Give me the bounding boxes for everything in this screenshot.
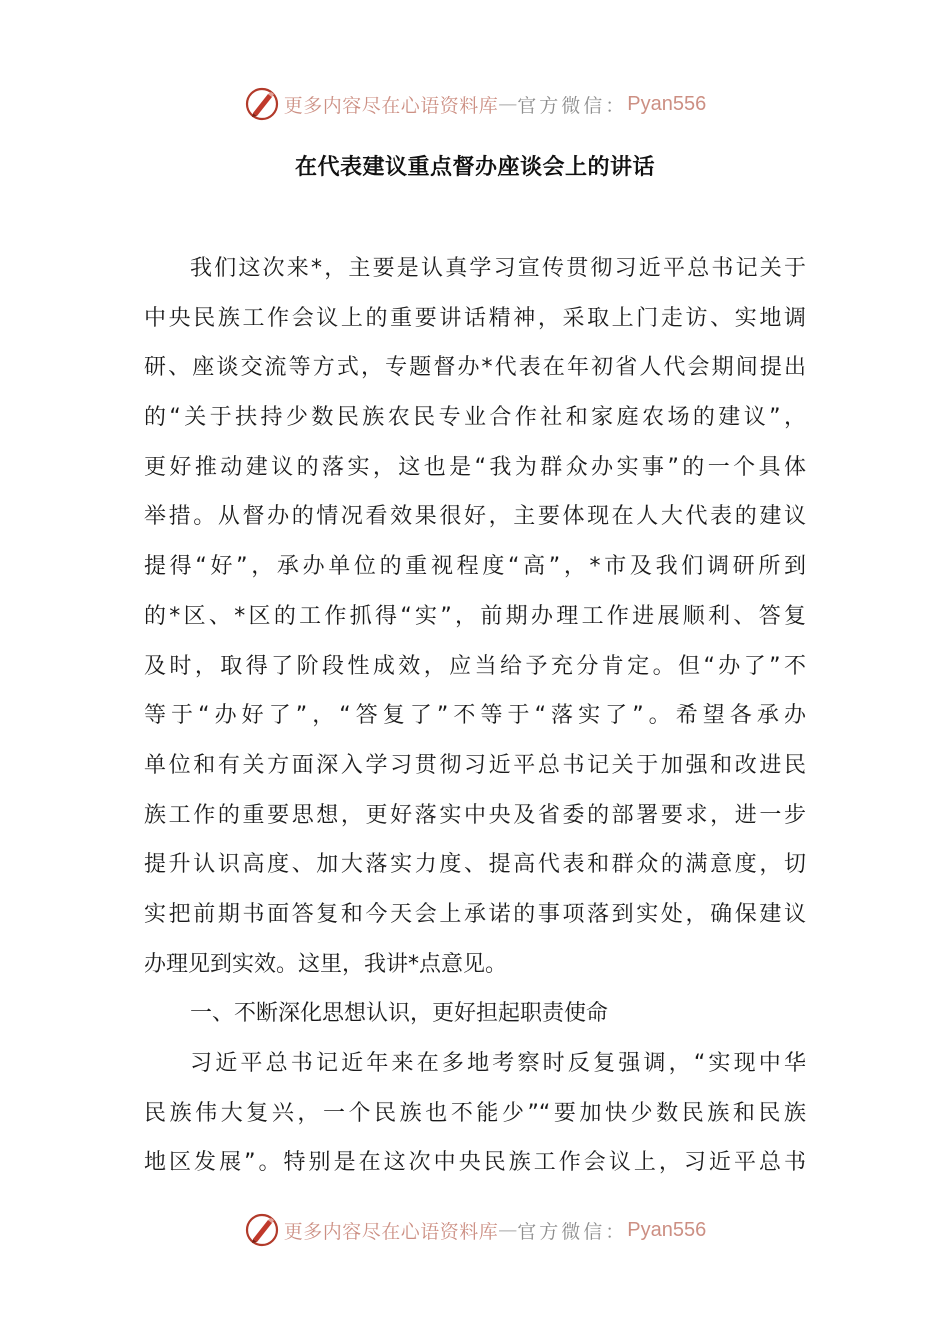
banner-dash: — [498, 1219, 518, 1241]
text-line: 习近平总书记近年来在多地考察时反复强调，“实现中华 [190, 1051, 806, 1076]
text-line: 地区发展”。特别是在这次中央民族工作会议上，习近平总书 [144, 1150, 806, 1176]
banner-wechat-id: Pyan556 [627, 92, 707, 115]
text-line: 举措。从督办的情况看效果很好，主要体现在人大代表的建议 [144, 504, 806, 530]
text-line: 的*区、*区的工作抓得“实”，前期办理工作进展顺利、答复 [144, 603, 806, 629]
text-line: 提升认识高度、加大落实力度、提高代表和群众的满意度，切 [144, 852, 806, 878]
text-line: 实把前期书面答复和今天会上承诺的事项落到实处，确保建议 [144, 901, 806, 927]
text-line: 提得“好”，承办单位的重视程度“高”，*市及我们调研所到 [144, 554, 806, 580]
text-line: 族工作的重要思想，更好落实中央及省委的部署要求，进一步 [144, 802, 806, 828]
section-heading: 一、不断深化思想认识，更好担起职责使命 [190, 1001, 609, 1027]
header-banner [0, 82, 950, 126]
document-title: 在代表建议重点督办座谈会上的讲话 [294, 155, 655, 180]
banner-official-label: 官方微信： [517, 1220, 628, 1243]
banner-wechat-id: Pyan556 [627, 1218, 707, 1241]
banner-official-label: 官方微信： [517, 94, 628, 117]
text-line: 我们这次来*，主要是认真学习宣传贯彻习近平总书记关于 [190, 256, 806, 281]
banner-slogan: 更多内容尽在心语资料库 [283, 1220, 499, 1243]
text-line: 单位和有关方面深入学习贯彻习近平总书记关于加强和改进民 [144, 752, 806, 778]
footer-banner [0, 1208, 950, 1252]
text-line: 研、座谈交流等方式，专题督办*代表在年初省人代会期间提出 [144, 355, 806, 381]
document-body [144, 244, 806, 1188]
banner-dash: — [498, 93, 518, 115]
text-line: 民族伟大复兴，一个民族也不能少”“要加快少数民族和民族 [144, 1100, 806, 1126]
text-line: 办理见到实效。这里，我讲*点意见。 [144, 951, 508, 977]
pen-logo-icon [244, 86, 280, 122]
text-line: 的“关于扶持少数民族农民专业合作社和家庭农场的建议”， [144, 405, 806, 431]
text-line: 等于“办好了”，“答复了”不等于“落实了”。希望各承办 [144, 703, 806, 729]
text-line: 更好推动建议的落实，这也是“我为群众办实事”的一个具体 [144, 454, 806, 480]
pen-logo-icon [244, 1212, 280, 1248]
text-line: 中央民族工作会议上的重要讲话精神，采取上门走访、实地调 [144, 305, 806, 331]
text-line: 及时，取得了阶段性成效，应当给予充分肯定。但“办了”不 [144, 653, 806, 679]
banner-slogan: 更多内容尽在心语资料库 [283, 94, 499, 117]
